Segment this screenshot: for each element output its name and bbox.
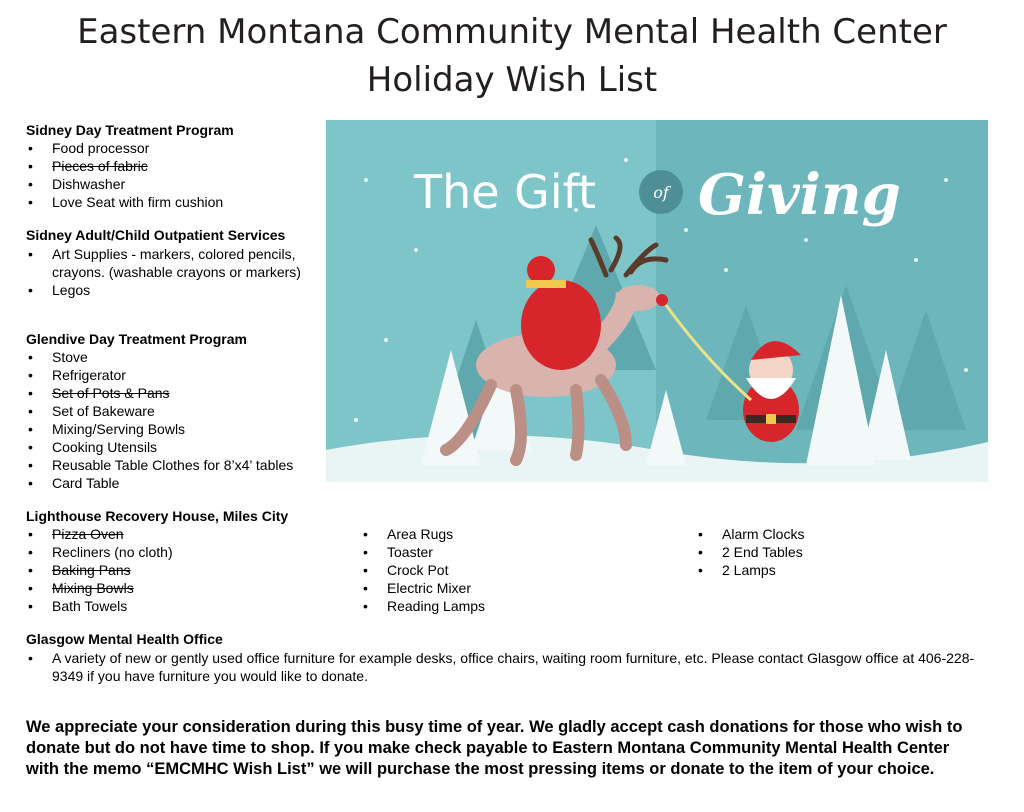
list-item: • Mixing Bowls	[26, 579, 326, 597]
section-heading-glasgow: Glasgow Mental Health Office	[26, 631, 223, 647]
list-item: • 2 End Tables	[696, 543, 996, 561]
list-item: • Crock Pot	[361, 561, 661, 579]
page-title: Eastern Montana Community Mental Health Center	[77, 12, 947, 52]
list-item: • Reusable Table Clothes for 8’x4’ tables	[26, 456, 326, 474]
list-item: • Stove	[26, 348, 326, 366]
section-heading-sidney-outpatient: Sidney Adult/Child Outpatient Services	[26, 227, 286, 243]
list-item: • Alarm Clocks	[696, 525, 996, 543]
banner-text-left: The Gift	[414, 165, 597, 219]
list-item: • Area Rugs	[361, 525, 661, 543]
lighthouse-list-col2	[361, 525, 661, 615]
list-item: • Legos	[26, 281, 316, 299]
lighthouse-list-col1	[26, 525, 326, 615]
list-item: • Refrigerator	[26, 366, 326, 384]
section-heading-lighthouse: Lighthouse Recovery House, Miles City	[26, 508, 289, 524]
section-heading-sidney-day: Sidney Day Treatment Program	[26, 122, 234, 138]
list-item: • Card Table	[26, 474, 326, 492]
list-item: • Cooking Utensils	[26, 438, 326, 456]
list-item: • Recliners (no cloth)	[26, 543, 326, 561]
list-item: • Bath Towels	[26, 597, 326, 615]
list-item: • Reading Lamps	[361, 597, 661, 615]
sidney-outpatient-list	[26, 245, 316, 299]
gift-of-giving-banner	[326, 120, 988, 482]
sidney-day-list	[26, 139, 316, 211]
closing-paragraph: We appreciate your consideration during this busy time of year. We gladly accept cash donations for those who wish to donate but do not have time to shop. If you make check payable to Eastern Montana Community Mental Health Center with the memo “EMCMHC Wish List” we will purchase the most pressing items or donate to the item of your choice.	[26, 717, 963, 778]
list-item: • A variety of new or gently used office furniture for example desks, office chairs, waiting room furniture, etc. Please contact Glasgow office at 406-228-9349 if you have furniture you would like to donate.	[26, 649, 976, 685]
list-item: • Mixing/Serving Bowls	[26, 420, 326, 438]
glendive-list	[26, 348, 326, 492]
list-item: • Food processor	[26, 139, 316, 157]
list-item: • Electric Mixer	[361, 579, 661, 597]
list-item: • Toaster	[361, 543, 661, 561]
list-item: • Set of Bakeware	[26, 402, 326, 420]
glasgow-list	[26, 649, 976, 685]
lighthouse-list-col3	[696, 525, 996, 579]
list-item: • Set of Pots & Pans	[26, 384, 326, 402]
list-item: • Love Seat with firm cushion	[26, 193, 316, 211]
list-item: • Pizza Oven	[26, 525, 326, 543]
banner-text-of: of	[653, 183, 669, 202]
list-item: • 2 Lamps	[696, 561, 996, 579]
list-item: • Art Supplies - markers, colored pencils, crayons. (washable crayons or markers)	[26, 245, 316, 281]
page-subtitle: Holiday Wish List	[366, 60, 658, 100]
list-item: • Baking Pans	[26, 561, 326, 579]
section-heading-glendive: Glendive Day Treatment Program	[26, 331, 247, 347]
banner-text-right: Giving	[698, 162, 901, 228]
banner-illustration	[326, 120, 988, 482]
list-item: • Dishwasher	[26, 175, 316, 193]
list-item: • Pieces of fabric	[26, 157, 316, 175]
